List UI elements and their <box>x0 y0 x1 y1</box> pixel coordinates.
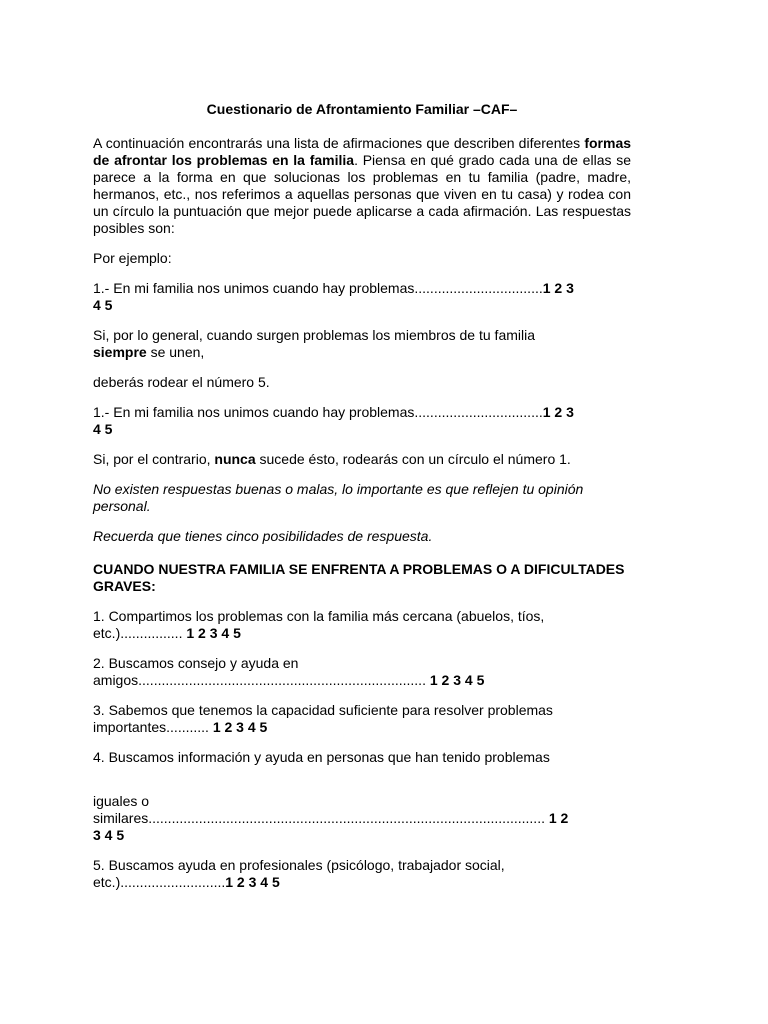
example-scale-a: 1 2 3 <box>542 280 574 296</box>
question-1-text-a: 1. Compartimos los problemas con la familia más cercana (abuelos, tíos, <box>93 608 545 624</box>
question-5-text-a: 5. Buscamos ayuda en profesionales (psicólogo, trabajador social, <box>93 857 505 873</box>
section-heading: CUANDO NUESTRA FAMILIA SE ENFRENTA A PROBLEMAS O A DIFICULTADES GRAVES: <box>93 561 625 594</box>
explanation-number-5: deberás rodear el número 5. <box>93 374 270 390</box>
document-body <box>93 101 631 904</box>
example-label: Por ejemplo: <box>93 250 172 266</box>
explanation-never-text: Si, por el contrario, <box>93 451 215 467</box>
question-5-scale: 1 2 3 4 5 <box>225 874 280 890</box>
question-4-text-c: similares...................................................................................................... <box>93 810 549 826</box>
example-item-1 <box>93 280 631 314</box>
question-4-gap <box>93 779 631 793</box>
example-item-text: 1.- En mi familia nos unimos cuando hay problemas................................. <box>93 280 543 296</box>
explanation-never-end: sucede ésto, rodearás con un círculo el número 1. <box>255 451 571 467</box>
explanation-never <box>93 451 631 468</box>
question-4-line-1: 4. Buscamos información y ayuda en personas que han tenido problemas <box>93 749 550 765</box>
explanation-always-end: se unen, <box>146 344 205 360</box>
always-bold: siempre <box>93 344 147 360</box>
intro-text-1: A continuación encontrarás una lista de afirmaciones que describen diferentes <box>93 135 581 151</box>
question-4-scale-b: 3 4 5 <box>93 827 125 843</box>
question-4-scale-a: 1 2 <box>548 810 569 826</box>
example-scale-b-2: 4 5 <box>93 421 113 437</box>
question-3-text-a: 3. Sabemos que tenemos la capacidad suficiente para resolver problemas <box>93 702 553 718</box>
intro-paragraph <box>93 135 631 237</box>
question-2-text-b: amigos.......................................................................... <box>93 672 430 688</box>
question-5-text-b: etc.)........................... <box>93 874 226 890</box>
question-1-scale: 1 2 3 4 5 <box>186 625 241 641</box>
never-bold: nunca <box>214 451 256 467</box>
question-2-text-a: 2. Buscamos consejo y ayuda en <box>93 655 299 671</box>
example-scale-b: 4 5 <box>93 297 113 313</box>
question-1 <box>93 608 631 642</box>
intro-bold-text: formas de afrontar los problemas en la familia <box>93 135 632 168</box>
example-item-2 <box>93 404 631 438</box>
note-no-right-answers: No existen respuestas buenas o malas, lo importante es que reflejen tu opinión personal. <box>93 481 584 514</box>
question-1-text-b: etc.)................ <box>93 625 187 641</box>
question-5 <box>93 857 631 891</box>
intro-text-2: . Piensa en qué grado cada una de ellas se parece a la forma en que solucionas los problemas en tu familia (padre, madre, hermanos, etc., nos referimos a aquellas personas que viven en tu casa) y rodea con un círculo la puntuación que mejor puede aplicarse a cada afirmación. Las respuestas posibles son: <box>93 152 632 236</box>
document-title: Cuestionario de Afrontamiento Familiar –CAF– <box>206 101 518 117</box>
note-five-options: Recuerda que tienes cinco posibilidades de respuesta. <box>93 528 433 544</box>
question-3 <box>93 702 631 736</box>
question-2-scale: 1 2 3 4 5 <box>429 672 485 688</box>
question-3-text-b: importantes........... <box>93 719 213 735</box>
explanation-always <box>93 327 631 361</box>
question-4-text-b: iguales o <box>93 793 150 809</box>
question-2 <box>93 655 631 689</box>
question-4 <box>93 793 631 844</box>
example-item-text-2: 1.- En mi familia nos unimos cuando hay problemas................................. <box>93 404 543 420</box>
question-3-scale: 1 2 3 4 5 <box>212 719 268 735</box>
example-scale-a-2: 1 2 3 <box>542 404 574 420</box>
explanation-always-text: Si, por lo general, cuando surgen problemas los miembros de tu familia <box>93 327 536 343</box>
